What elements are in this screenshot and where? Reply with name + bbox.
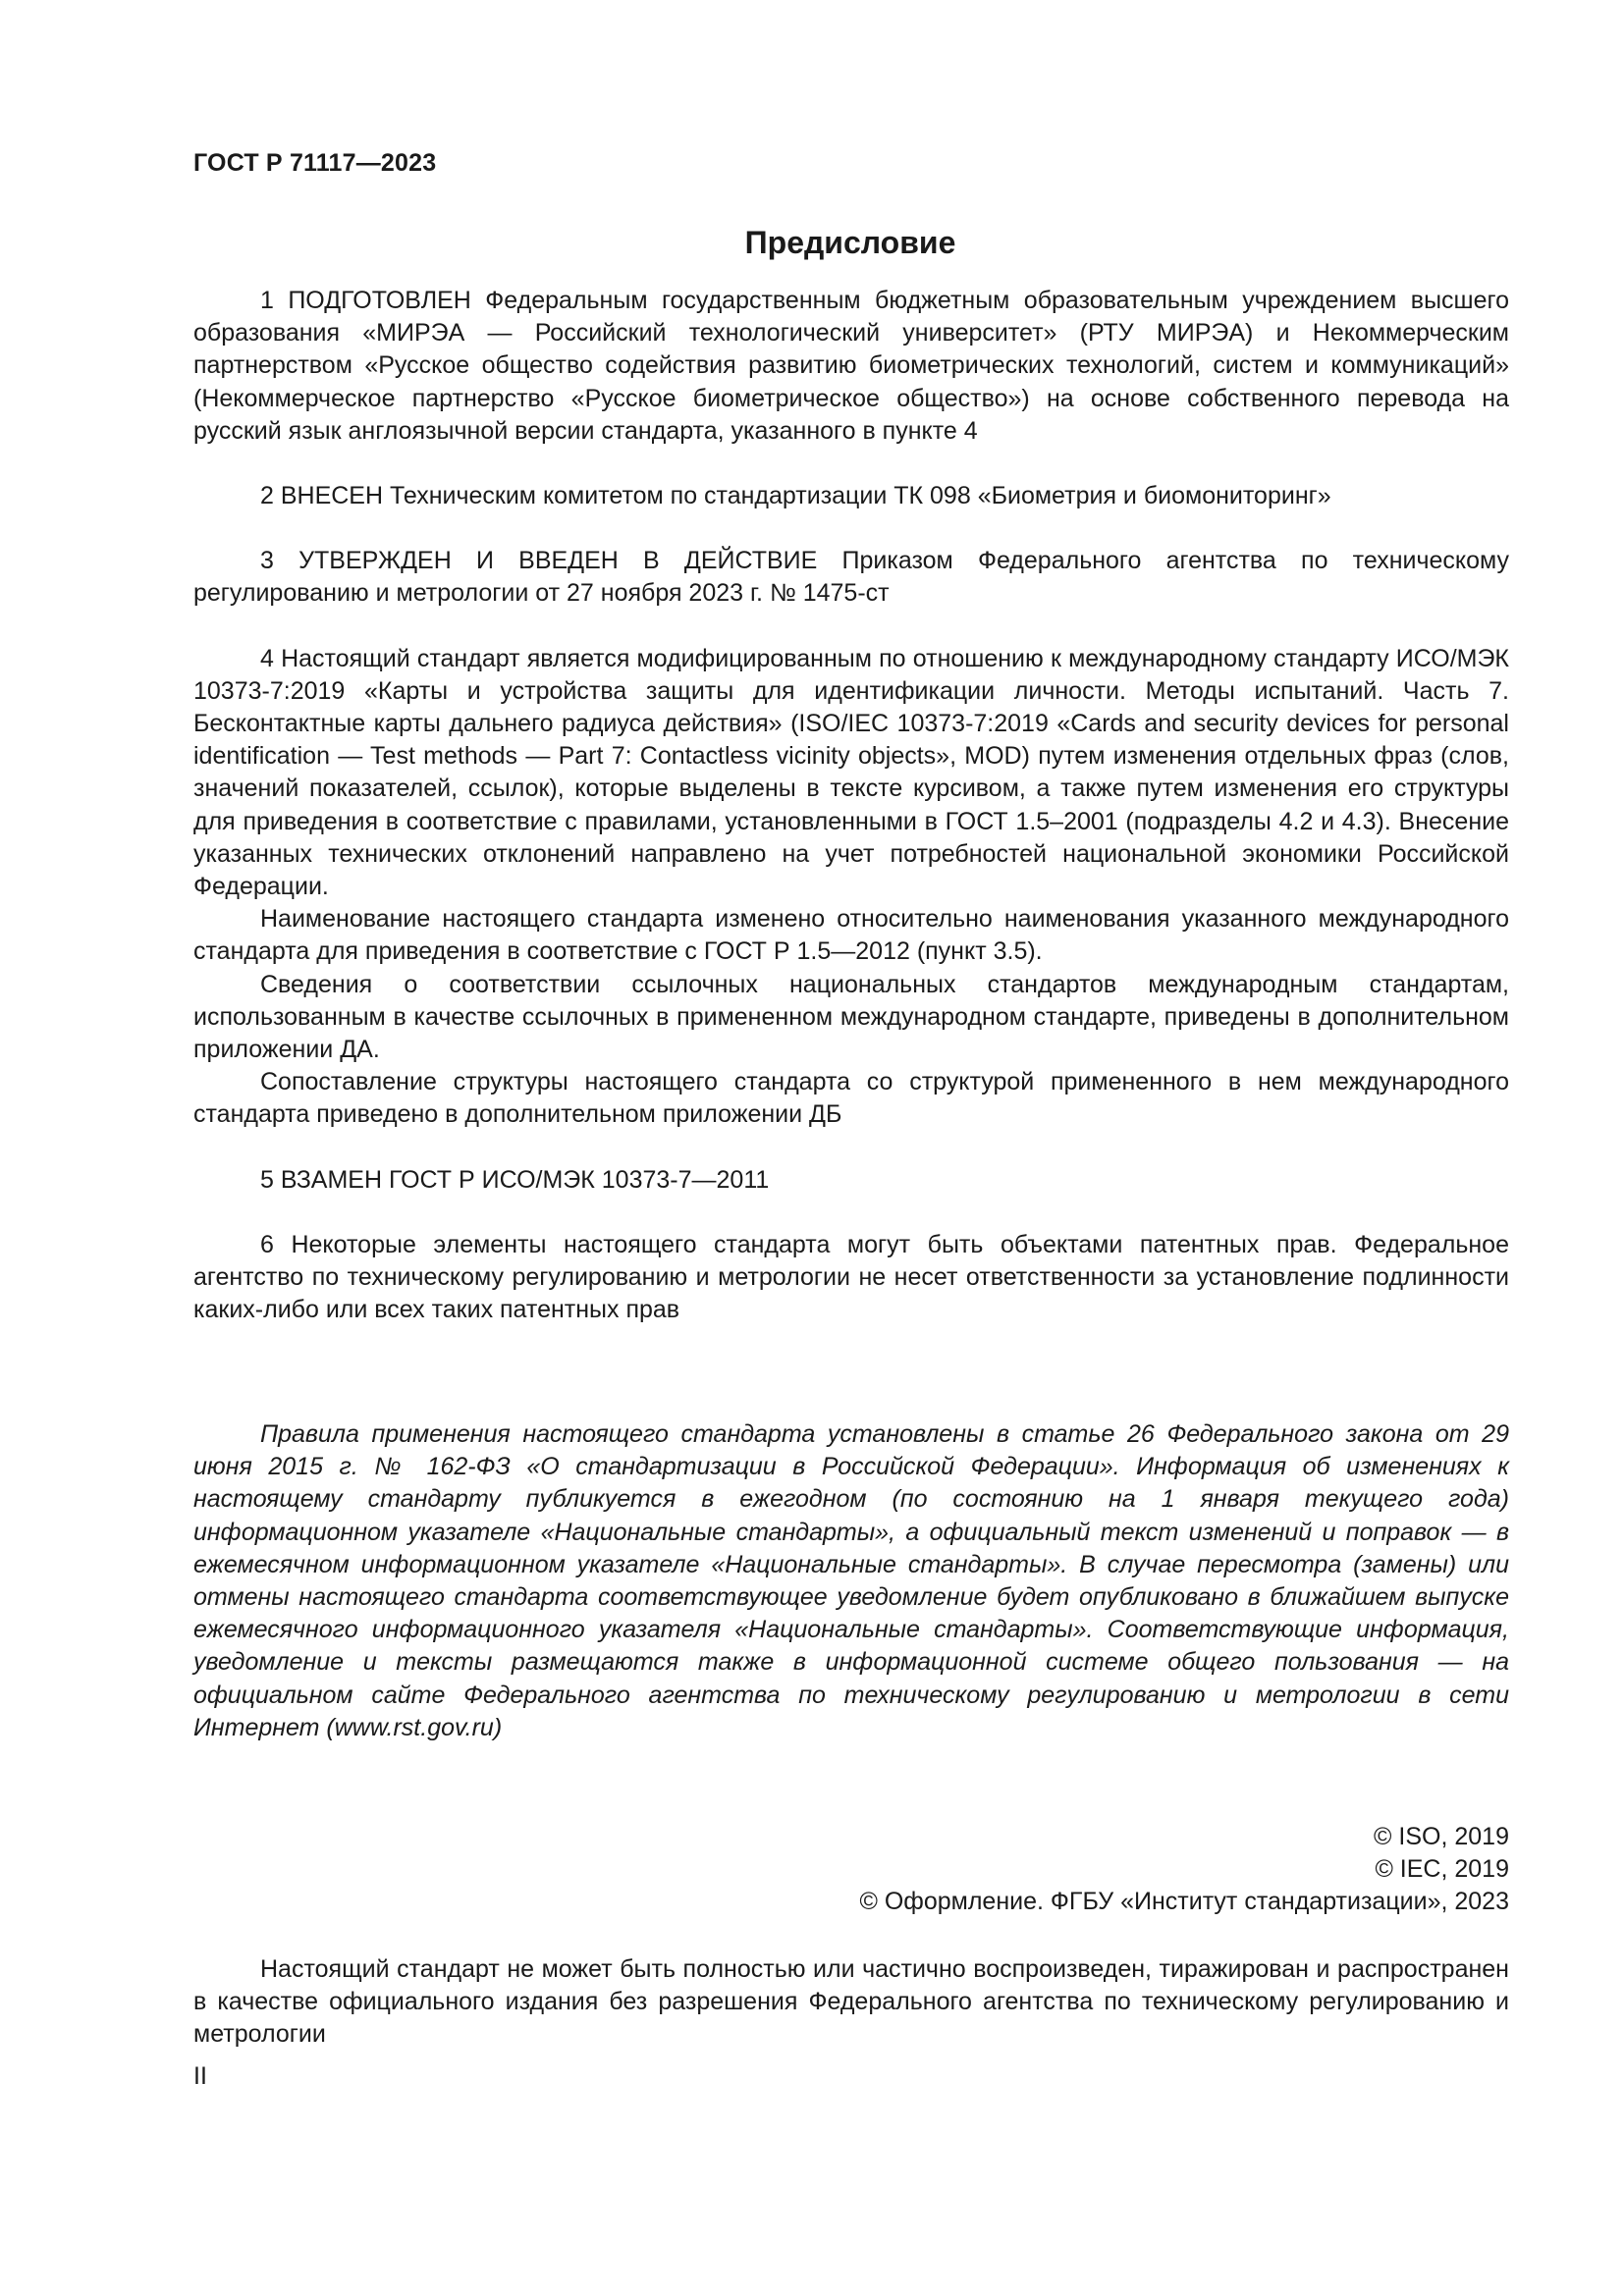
- rules-notice: Правила применения настоящего стандарта установлены в статье 26 Федерального закона от 29 июня 2015 г. № 162-ФЗ «О стандартизации в Российской Федерации». Информация об изменениях к настоящему стандарту публикуется в ежегодном (по состоянию на 1 января текущего года) информационном указателе «Национальные стандарты», а официальный текст изменений и поправок — в ежемесячном информационном указателе «Национальные стандарты». В случае пересмотра (замены) или отмены настоящего стандарта соответствующее уведомление будет опубликовано в ближайшем выпуске ежемесячного информационного указателя «Национальные стандарты». Соответствующие информация, уведомление и тексты размещаются также в информационной системе общего пользования — на официальном сайте Федерального агентства по техническому регулированию и метрологии в сети Интернет (www.rst.gov.ru): [193, 1420, 1509, 1741]
- reproduction-notice: Настоящий стандарт не может быть полностью или частично воспроизведен, тиражирован и распространен в качестве официального издания без разрешения Федерального агентства по техническому регулированию и метрологии: [193, 1955, 1509, 2049]
- foreword-body: [193, 285, 1509, 1326]
- foreword-title: Предисловие: [744, 225, 956, 260]
- page-number: II: [193, 2062, 207, 2090]
- copyright-iso: © ISO, 2019: [1374, 1823, 1509, 1850]
- copyright-design: © Оформление. ФГБУ «Институт стандартизации», 2023: [859, 1888, 1509, 1916]
- paragraph-1-prepared: 1 ПОДГОТОВЛЕН Федеральным государственным бюджетным образовательным учреждением высшего образования «МИРЭА — Российский технологический университет» (РТУ МИРЭА) и Некоммерческим партнерством «Русское общество содействия развитию биометрических технологий, систем и коммуникаций» (Некоммерческое партнерство «Русское биометрическое общество») на основе собственного перевода на русский язык англоязычной версии стандарта, указанного в пункте 4: [193, 287, 1509, 445]
- paragraph-4-title-change: Наименование настоящего стандарта изменено относительно наименования указанного международного стандарта для приведения в соответствие с ГОСТ Р 1.5—2012 (пункт 3.5).: [193, 905, 1509, 966]
- document-header: ГОСТ Р 71117—2023: [193, 149, 437, 177]
- paragraph-4-structure: Сопоставление структуры настоящего стандарта со структурой примененного в нем международного стандарта приведено в дополнительном приложении ДБ: [193, 1068, 1509, 1129]
- paragraph-3-approved: 3 УТВЕРЖДЕН И ВВЕДЕН В ДЕЙСТВИЕ Приказом Федерального агентства по техническому регулированию и метрологии от 27 ноября 2023 г. № 1475-ст: [193, 547, 1509, 608]
- paragraph-4-references: Сведения о соответствии ссылочных национальных стандартов международным стандартам, использованным в качестве ссылочных в примененном международном стандарте, приведены в дополнительном приложении ДА.: [193, 970, 1509, 1064]
- paragraph-4-modification: 4 Настоящий стандарт является модифицированным по отношению к международному стандарту ИСО/МЭК 10373-7:2019 «Карты и устройства защиты для идентификации личности. Методы испытаний. Часть 7. Бесконтактные карты дальнего радиуса действия» (ISO/IEC 10373-7:2019 «Cards and security devices for personal identification — Test methods — Part 7: Contactless vicinity objects», MOD) путем изменения отдельных фраз (слов, значений показателей, ссылок), которые выделены в тексте курсивом, а также путем изменения его структуры для приведения в соответствие с правилами, установленными в ГОСТ 1.5–2001 (подразделы 4.2 и 4.3). Внесение указанных технических отклонений направлено на учет потребностей национальной экономики Российской Федерации.: [193, 644, 1509, 901]
- paragraph-5-replaces: 5 ВЗАМЕН ГОСТ Р ИСО/МЭК 10373-7—2011: [260, 1165, 770, 1194]
- paragraph-2-introduced: 2 ВНЕСЕН Техническим комитетом по стандартизации ТК 098 «Биометрия и биомониторинг»: [260, 482, 1331, 510]
- copyright-block: [859, 1821, 1509, 1919]
- paragraph-6-patents: 6 Некоторые элементы настоящего стандарта могут быть объектами патентных прав. Федеральное агентство по техническому регулированию и метрологии не несет ответственности за установление подлинности каких-либо или всех таких патентных прав: [193, 1230, 1509, 1324]
- copyright-iec: © IEC, 2019: [1375, 1855, 1509, 1884]
